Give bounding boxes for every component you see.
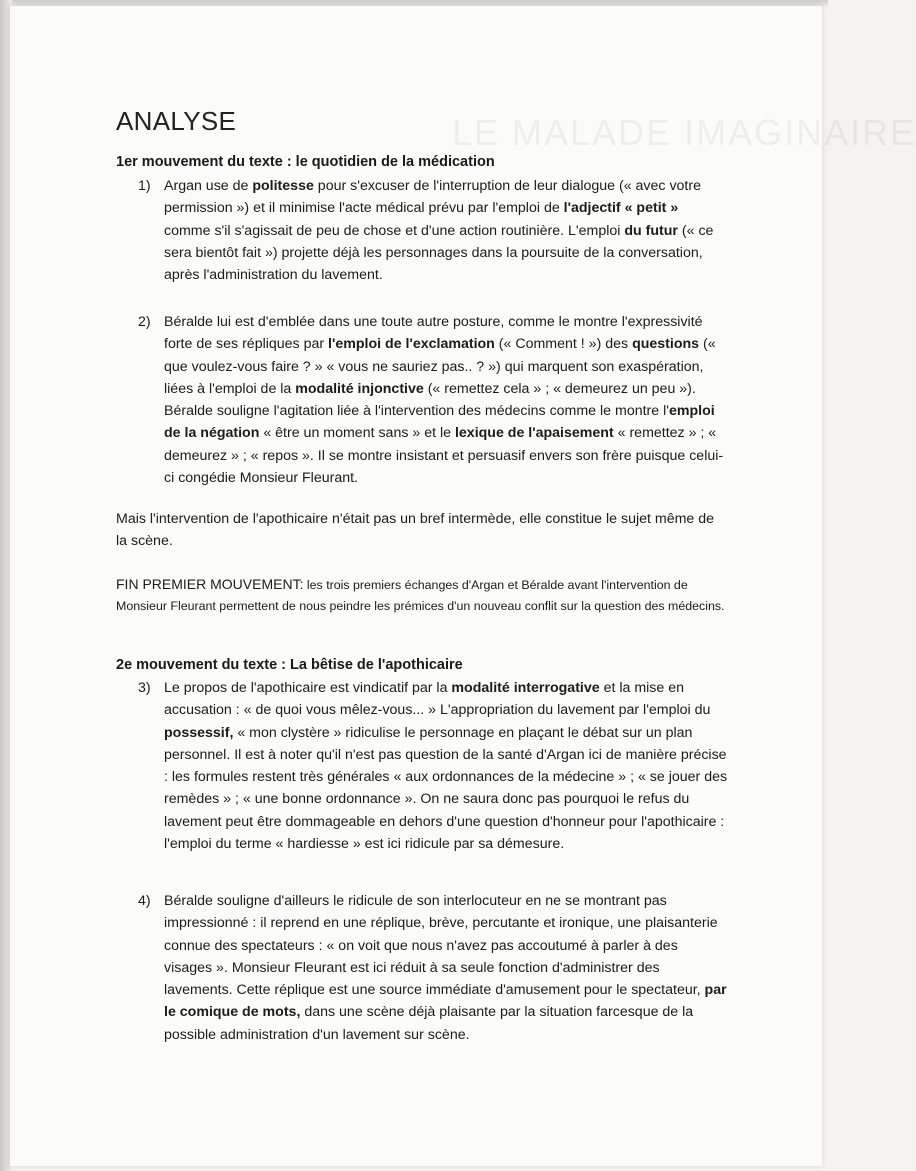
text-run: (« ce sera bientôt fait ») projette déjà les personnages dans la poursuite de la conversation, après l'administration du lavement.	[164, 222, 714, 284]
emphasis-text: politesse	[252, 178, 314, 194]
text-run: pour s'excuser de l'interruption de leur dialogue (« avec votre permission ») et il minimise l'acte médical prévu par l'emploi de	[164, 178, 701, 217]
item-text	[164, 311, 728, 489]
item-number: 3)	[138, 680, 151, 696]
text-run: (« que voulez-vous faire ? » « vous ne sauriez pas.. ? ») qui marquent son exaspération, liées à l'emploi de la	[164, 336, 716, 397]
item-number: 2)	[138, 314, 151, 330]
list-item	[138, 175, 728, 286]
section-1-summary	[116, 574, 728, 617]
show-through-text: LE MALADE IMAGINAIRE	[452, 112, 916, 153]
text-run: Argan use de	[164, 178, 253, 194]
list-item	[138, 311, 728, 489]
emphasis-text: modalité injonctive	[295, 380, 424, 397]
summary-label: FIN PREMIER MOUVEMENT:	[116, 576, 304, 592]
text-run: « être un moment sans » et le	[259, 425, 455, 442]
list-item	[138, 677, 728, 855]
section-2-heading: 2e mouvement du texte : La bêtise de l'apothicaire	[116, 657, 463, 673]
emphasis-text: questions	[632, 336, 700, 353]
item-number: 1)	[138, 178, 151, 194]
summary-text: les trois premiers échanges d'Argan et Béralde avant l'intervention de Monsieur Fleurant permettent de nous peindre les prémices d'un nouveau conflit sur la question des médecins.	[116, 578, 725, 613]
item-text	[164, 175, 728, 286]
emphasis-text: par le comique de mots,	[164, 982, 727, 1021]
emphasis-text: l'adjectif « petit »	[563, 200, 679, 217]
item-number: 4)	[138, 893, 151, 909]
section-1-closing: Mais l'intervention de l'apothicaire n'était pas un bref intermède, elle constitue le sujet même de la scène.	[116, 511, 715, 550]
text-run: dans une scène déjà plaisante par la situation farcesque de la possible administration d'un lavement sur scène.	[164, 1004, 694, 1043]
text-run: (« Comment ! ») des	[494, 336, 633, 353]
text-run: Le propos de l'apothicaire est vindicatif par la	[164, 680, 452, 696]
text-run: « mon clystère » ridiculise le personnage en plaçant le débat sur un plan personnel. Il est à noter qu'il n'est pas question de la santé d'Argan ici de manière précise : les formules restent très générales « aux ordonnances de la médecine » ; « se jouer des remèdes » ; « une bonne ordonnance ». On ne saura donc pas pourquoi le refus du lavement peut être dommageable en dehors d'une question d'honneur pour l'apothicaire : l'emploi du terme « hardiesse » est ici ridicule par sa démesure.	[164, 724, 728, 853]
item-text	[164, 677, 728, 855]
text-run: et la mise en accusation : « de quoi vous mêlez-vous... » L'appropriation du lavement par l'emploi du	[164, 680, 711, 719]
page-title: ANALYSE	[116, 106, 237, 136]
emphasis-text: emploi de la négation	[164, 403, 715, 442]
emphasis-text: du futur	[624, 222, 678, 239]
item-text	[164, 890, 728, 1046]
emphasis-text: lexique de l'apaisement	[454, 425, 614, 442]
emphasis-text: modalité interrogative	[451, 680, 600, 696]
text-run: Béralde souligne d'ailleurs le ridicule de son interlocuteur en ne se montrant pas impressionné : il reprend en une réplique, brève, percutante et ironique, une plaisanterie connue des spectateurs : « on voit que nous n'avez pas accoutumé à parler à des visages ». Monsieur Fleurant est ici réduit à sa seule fonction d'administrer des lavements. Cette réplique est une source immédiate d'amusement pour le spectateur,	[164, 893, 718, 999]
emphasis-text: l'emploi de l'exclamation	[328, 336, 495, 353]
emphasis-text: possessif,	[164, 724, 234, 741]
text-run: Béralde lui est d'emblée dans une toute autre posture, comme le montre l'expressivité forte de ses répliques par	[164, 314, 703, 353]
text-run: (« remettez cela » ; « demeurez un peu »). Béralde souligne l'agitation liée à l'intervention des médecins comme le montre l'	[164, 380, 696, 420]
text-run: comme s'il s'agissait de peu de chose et d'une action routinière. L'emploi	[164, 222, 625, 239]
list-item	[138, 890, 728, 1046]
section-1-heading: 1er mouvement du texte : le quotidien de la médication	[116, 154, 495, 170]
text-run: « remettez » ; « demeurez » ; « repos ». Il se montre insistant et persuasif envers son frère puisque celui-ci congédie Monsieur Fleurant.	[164, 425, 724, 487]
